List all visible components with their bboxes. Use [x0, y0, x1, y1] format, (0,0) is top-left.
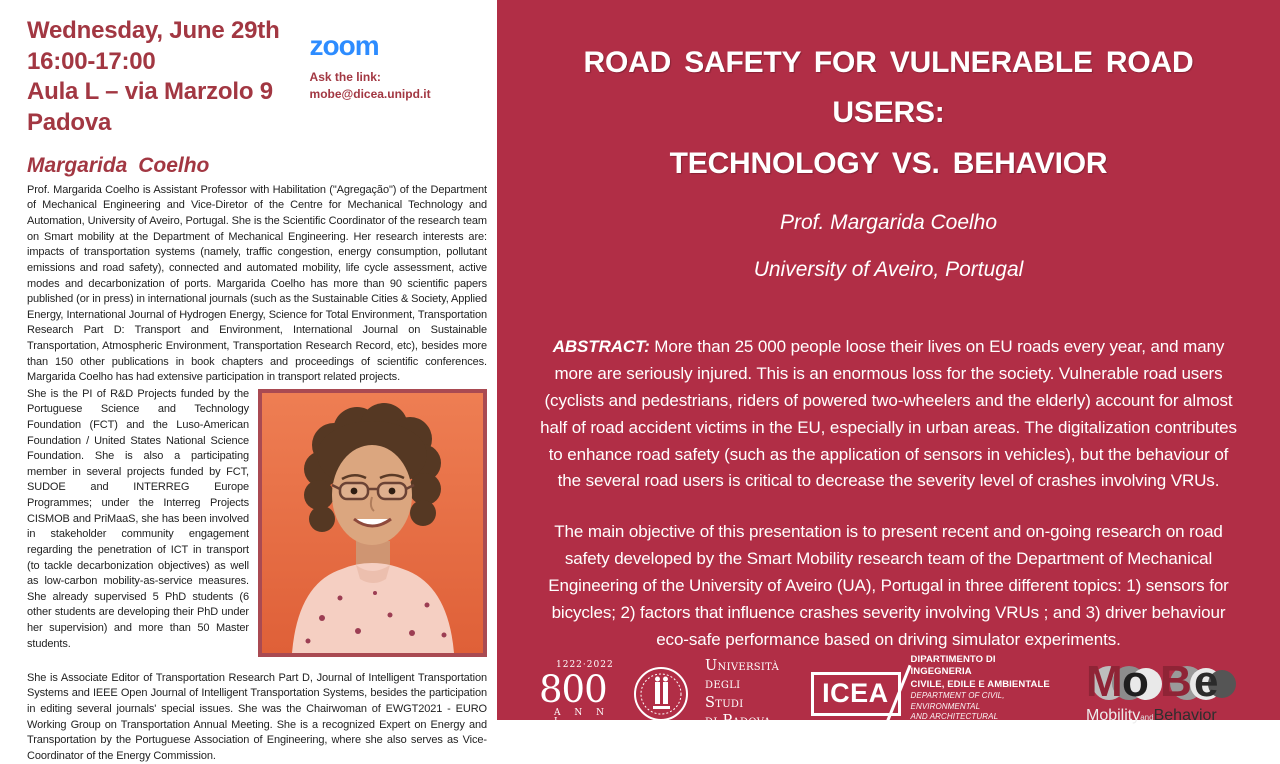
- icea-department-text: [911, 654, 1056, 734]
- unipd-line1: Università: [705, 658, 780, 675]
- talk-panel: [497, 0, 1280, 732]
- dept-en-line2: AND ARCHITECTURAL ENGINEERING: [910, 712, 999, 732]
- icea-slash-icon: [885, 664, 911, 723]
- anniversary-years: 1222·2022: [556, 659, 614, 670]
- abstract: [539, 334, 1238, 495]
- event-time: 16:00-17:00: [27, 47, 156, 75]
- talk-speaker: Prof. Margarida Coelho: [779, 211, 998, 235]
- contact-email[interactable]: mobe@dicea.unipd.it: [309, 86, 431, 101]
- icea-logo-group: [811, 654, 1056, 734]
- zoom-ask-text: [310, 69, 478, 103]
- talk-title-line2: TECHNOLOGY VS. BEHAVIOR: [669, 146, 1108, 180]
- mobe-letter-m: M: [1086, 656, 1123, 706]
- logos-row: [539, 654, 1238, 742]
- dept-en-line1: DEPARTMENT OF CIVIL, ENVIRONMENTAL: [910, 691, 1005, 711]
- icea-acronym: ICEA: [822, 678, 889, 709]
- event-header: [27, 16, 487, 139]
- mobe-tagline-behavior: Behavior: [1153, 706, 1217, 724]
- abstract-label: ABSTRACT:: [552, 337, 650, 357]
- mobe-tagline-mobility: Mobility: [1086, 706, 1141, 724]
- unipd-800-years-logo: [539, 661, 617, 727]
- mobe-logo: [1086, 656, 1238, 724]
- zoom-logo: zoom: [309, 30, 379, 61]
- unipd-line3: di Padova: [705, 712, 772, 729]
- unipd-seal-icon: [633, 666, 689, 722]
- talk-affiliation: University of Aveiro, Portugal: [753, 258, 1024, 282]
- speaker-photo: [258, 389, 487, 657]
- anniversary-anni: A N N I: [554, 707, 610, 727]
- bio-paragraph-3: She is Associate Editor of Transportation Research Part D, Journal of Intelligent Transportation Systems and IEEE Open Journal of Intelligent Transportation Systems, besides the participation in editing several journals' special issues. She was the Chairwoman of EWGT2021 - EURO Working Group on Transportation Annual Meeting. She is a recognized Expert on Energy and Transportation by the Portuguese Association of Engineering, where she also serves as Vice-Coordinator of the Energy Commission.: [27, 671, 487, 762]
- unipd-line2: degli Studi: [705, 676, 744, 711]
- event-date: Wednesday, June 29th: [27, 17, 280, 44]
- dept-it-line2: CIVILE, EDILE E AMBIENTALE: [910, 678, 1050, 690]
- ask-link-label: Ask the link:: [309, 70, 381, 84]
- icea-logo: [811, 672, 900, 716]
- mobe-letter-b: B: [1160, 656, 1192, 706]
- zoom-link-block: [310, 32, 478, 103]
- unipd-wordmark: [705, 657, 779, 730]
- objective-paragraph: The main objective of this presentation is to present recent and on-going research on road safety developed by the Smart Mobility research team of the Department of Mechanical Engineering of the University of Aveiro (UA), Portugal in three different topics: 1) sensors for bicycles; 2) factors that influence crashes severity involving VRUs ; and 3) driver behaviour eco-safe performance based on driving simulator experiments.: [548, 522, 1229, 649]
- talk-title: [539, 38, 1238, 189]
- mobe-tagline-and: and: [1140, 712, 1154, 722]
- mobe-letter-o: o: [1122, 656, 1149, 706]
- mobe-tagline: [1086, 708, 1238, 724]
- mobe-letter-e: e: [1194, 656, 1219, 706]
- bio-paragraph-1: Prof. Margarida Coelho is Assistant Professor with Habilitation ("Agregação") of the Department of Mechanical Engineering and Vice-Diretor of the Centre for Mechanical Technology and Automation, University of Aveiro, Portugal. She is the Scientific Coordinator of the research team on Smart mobility at the Department of Mechanical Engineering. Her research interests are: impacts of transportation systems (namely, traffic congestion, energy consumption, pollutant emissions and road safety), connected and automated mobility, life cycle assessment, active modes and decarbonization of ports. Margarida Coelho has more than 90 scientific papers published (or in press) in international journals (such as the Sustainable Cities & Society, Applied Energy, International Journal of Hydrogen Energy, Science for Total Environment, Transportation Research Part D: Transport and Environment, International Journal on Sustainable Transportation, Atmospheric Environment, Transportation Research Record, etc), besides more than 150 other publications in book chapters and proceedings of scientific conferences. Margarida Coelho has had extensive participation in transport related projects.: [27, 183, 487, 384]
- speaker-portrait-illustration: [262, 393, 483, 653]
- event-details: [27, 16, 280, 139]
- bio-paragraph-2: She is the PI of R&D Projects funded by the Portuguese Science and Technology Foundation (FCT) and the Luso-American Foundation / United States National Science Foundation. She is also a participating member in several projects funded by FCT, SUDOE and INTERREG Europe Programmes; under the Interreg Projects CISMOB and PriMaaS, she has been involved in stakeholder community engagement regarding the penetration of ICT in transport (to tackle decarbonization objectives) as well as low-carbon mobility-as-service measures. She already supervised 5 PhD students (6 other students are developing their PhD under her supervision) and more than 50 Master students.: [27, 387, 249, 650]
- speaker-bio: [27, 183, 487, 764]
- abstract-text: More than 25 000 people loose their lives on EU roads every year, and many more are seriously injured. This is an enormous loss for the society. Vulnerable road users (cyclists and pedestrians, riders of powered two-wheelers and the elderly) account for almost half of road accident victims in the EU, especially in urban areas. The digitalization contributes to enhance road safety (such as the application of sensors in vehicles), but the behaviour of the several road users is critical to decrease the severity level of crashes involving VRUs.: [540, 337, 1237, 491]
- info-panel: [0, 0, 497, 762]
- talk-title-line1: ROAD SAFETY FOR VULNERABLE ROAD USERS:: [583, 46, 1194, 130]
- event-city: Padova: [27, 109, 112, 137]
- anniversary-number: 800: [539, 667, 607, 711]
- dept-it-line1: DIPARTIMENTO DI INGEGNERIA: [910, 653, 996, 678]
- speaker-name: Margarida Coelho: [27, 153, 210, 177]
- event-venue: Aula L – via Marzolo 9: [27, 78, 273, 106]
